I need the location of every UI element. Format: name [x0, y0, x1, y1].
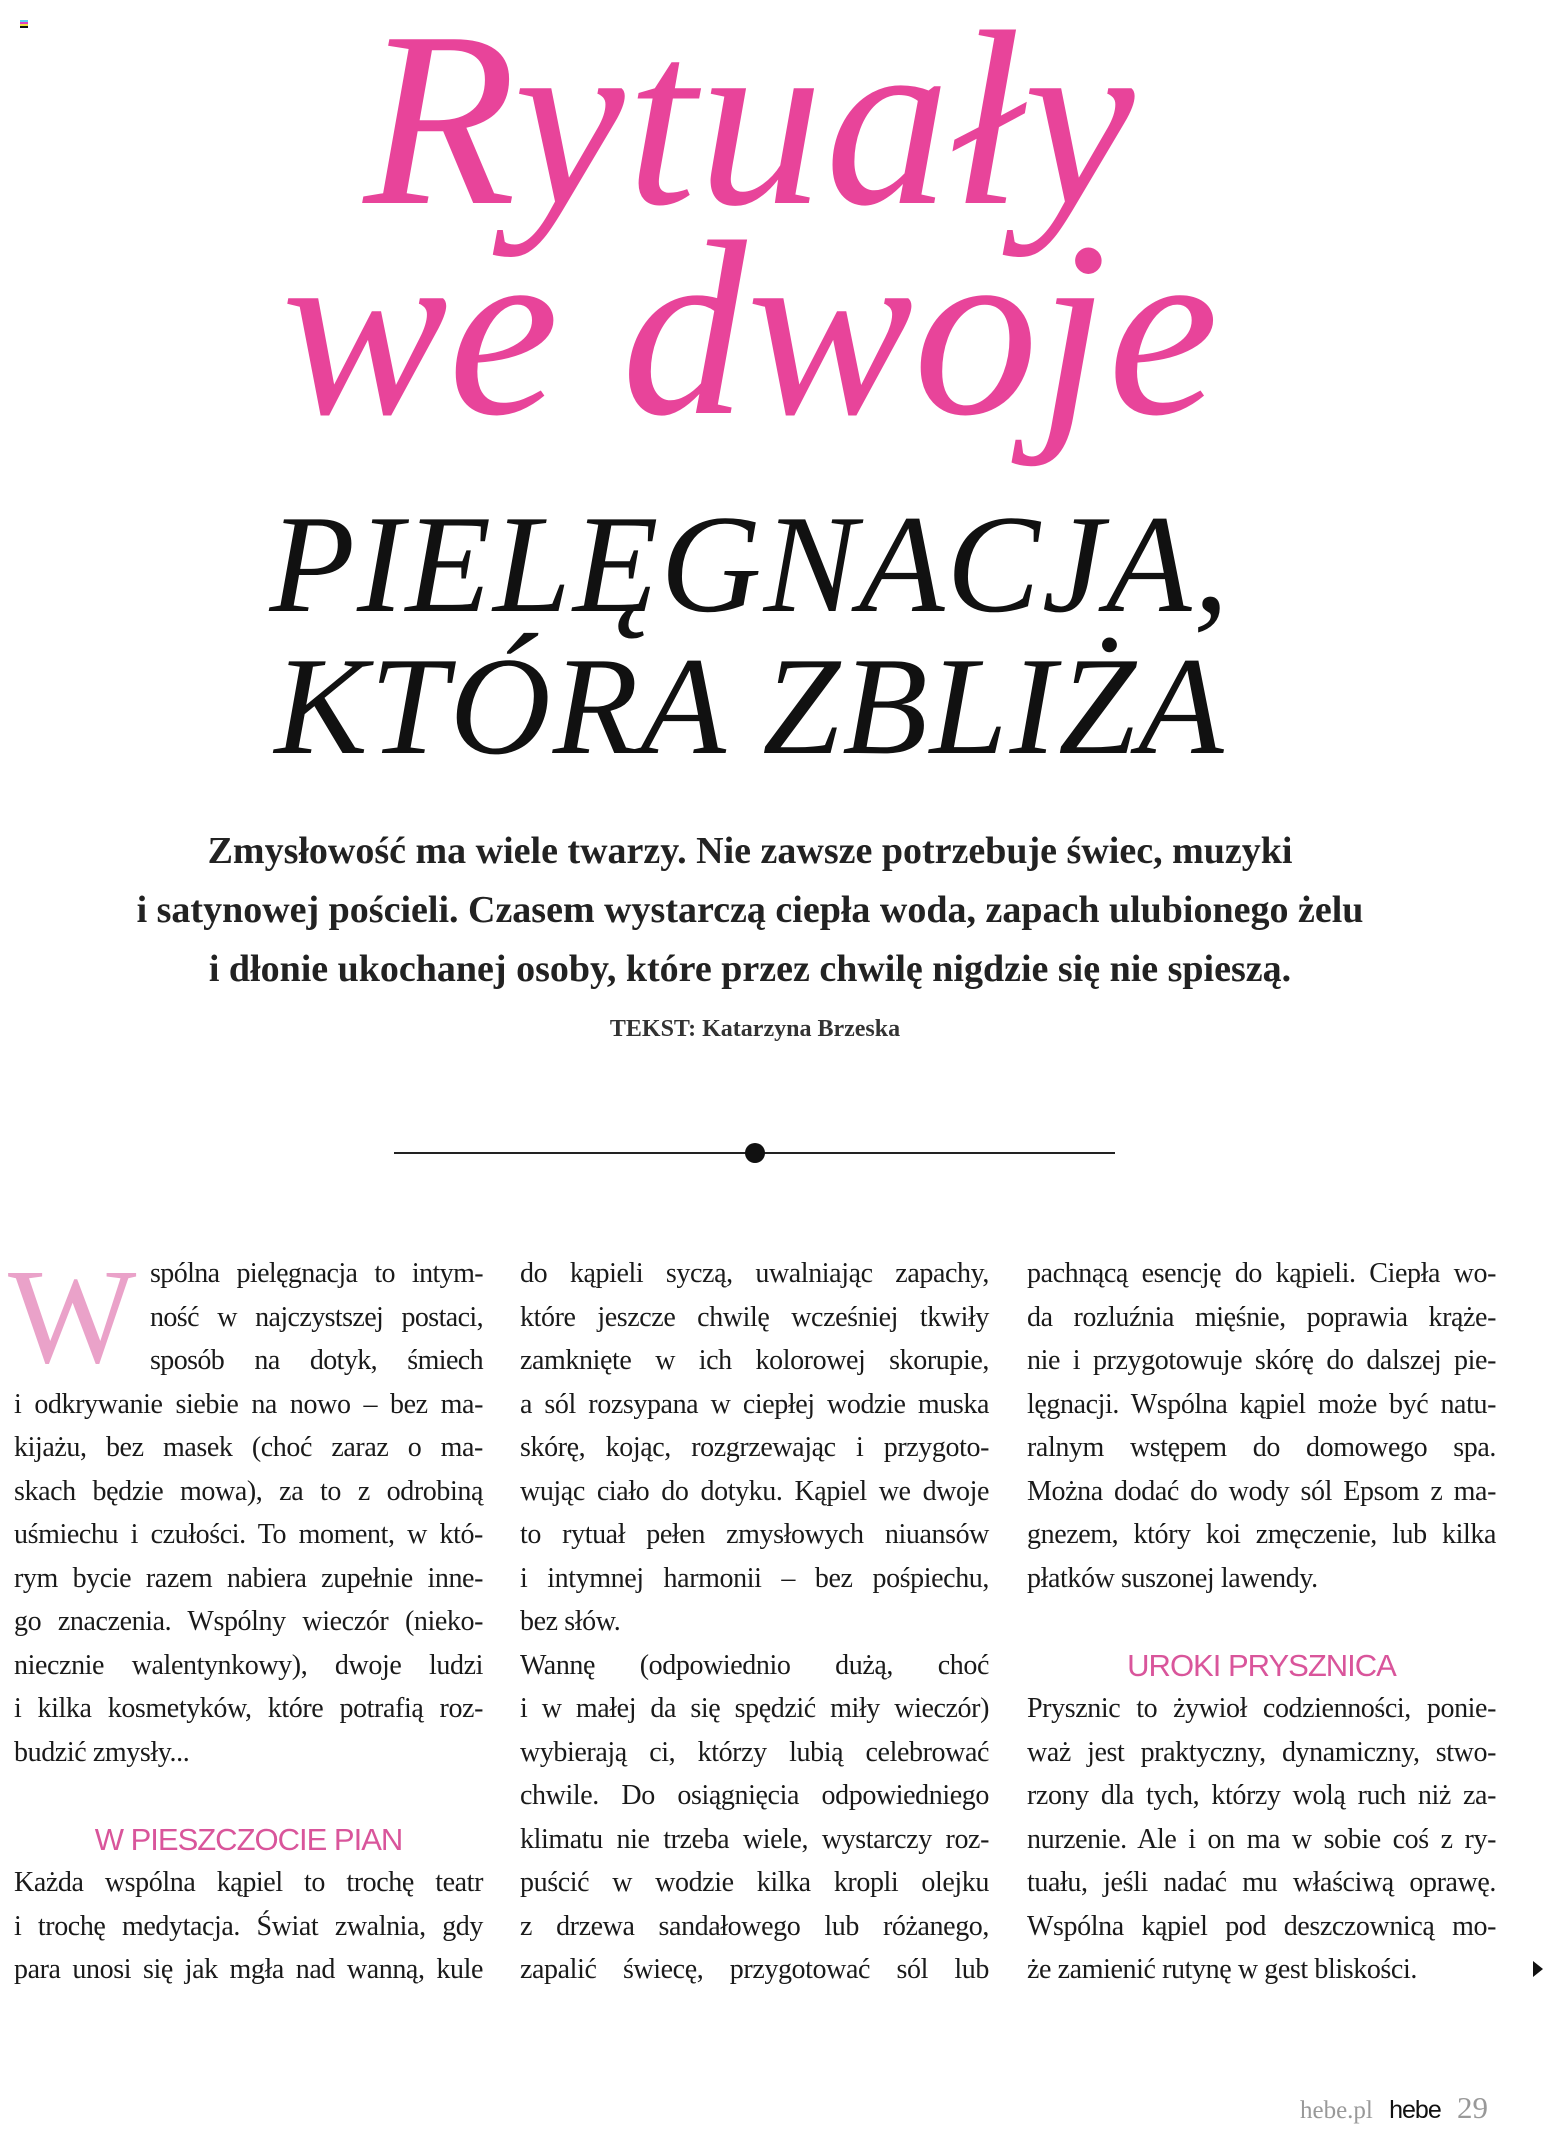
body-text-line: do kąpieli syczą, uwalniając zapachy,: [520, 1258, 989, 1289]
lead-line: i dłonie ukochanej osoby, które przez chwilę nigdzie się nie spieszą.: [208, 948, 1292, 990]
body-text-line: ralnym wstępem do domowego spa.: [1027, 1432, 1496, 1463]
body-text-line: nurzenie. Ale i on ma w sobie coś z ry-: [1027, 1823, 1496, 1855]
body-text-line: nie i przygotowuje skórę do dalszej pie-: [1027, 1345, 1496, 1376]
body-text-line: klimatu nie trzeba wiele, wystarczy roz-: [520, 1823, 989, 1855]
drop-cap: W: [8, 1242, 137, 1392]
body-text-line: skach będzie mowa), za to z odrobiną: [14, 1475, 483, 1507]
body-text-line: skórę, kojąc, rozgrzewając i przygoto-: [520, 1432, 989, 1463]
body-text-line: sposób na dotyk, śmiech: [150, 1345, 483, 1376]
column-2: [520, 1252, 989, 1992]
lead-line: i satynowej pościeli. Czasem wystarczą ciepła woda, zapach ulubionego żelu: [136, 889, 1364, 931]
divider-dot: [745, 1143, 765, 1163]
body-text-line: lęgnacji. Wspólna kąpiel może być natu-: [1027, 1388, 1496, 1420]
body-text-line: i trochę medytacja. Świat zwalnia, gdy: [14, 1910, 483, 1942]
body-text-line: Prysznic to żywioł codzienności, ponie-: [1027, 1693, 1496, 1724]
body-text-line: da rozluźnia mięśnie, poprawia krąże-: [1027, 1301, 1496, 1333]
subheading-w-pieszczocie-pian: W PIESZCZOCIE PIAN: [94, 1821, 403, 1857]
lead-line: Zmysłowość ma wiele twarzy. Nie zawsze potrzebuje świec, muzyki: [207, 830, 1293, 872]
body-text-line: puścić w wodzie kilka kropli olejku: [520, 1867, 989, 1898]
body-text-line: bez słów.: [520, 1606, 621, 1637]
subheading-uroki-prysznica: UROKI PRYSZNICA: [1127, 1647, 1396, 1683]
footer-url: hebe.pl: [1299, 2097, 1373, 2124]
body-text-line: i kilka kosmetyków, które potrafią roz-: [14, 1693, 483, 1724]
body-text-line: Można dodać do wody sól Epsom z ma-: [1027, 1475, 1496, 1507]
byline: TEKST: Katarzyna Brzeska: [609, 1016, 901, 1042]
body-text-line: to rytuał pełen zmysłowych niuansów: [520, 1519, 989, 1550]
headline-line-1: PIELĘGNACJA,: [269, 487, 1231, 642]
body-text-line: go znaczenia. Wspólny wieczór (nieko-: [14, 1606, 483, 1637]
spacer: [14, 1774, 483, 1818]
body-text-line: pachnącą esencję do kąpieli. Ciepła wo-: [1027, 1258, 1496, 1289]
body-text-line: które jeszcze chwilę wcześniej tkwiły: [520, 1301, 989, 1333]
body-text-line: a sól rozsypana w ciepłej wodzie muska: [520, 1388, 989, 1420]
title-line-1: Rytuały: [363, 0, 1137, 258]
spacer: [1027, 1600, 1496, 1644]
body-text-line: i odkrywanie siebie na nowo – bez ma-: [14, 1388, 483, 1420]
page-number: 29: [1457, 2090, 1488, 2125]
lead-paragraph: [0, 822, 1500, 999]
footer-brand-logo: hebe: [1389, 2096, 1441, 2124]
body-text-line: uśmiechu i czułości. To moment, w któ-: [14, 1519, 483, 1550]
headline-line-2: KTÓRA ZBLIŻA: [274, 629, 1226, 784]
body-text-line: budzić zmysły...: [14, 1736, 190, 1768]
body-text-line: gnezem, który koi zmęczenie, lub kilka: [1027, 1519, 1496, 1550]
body-text-line: kijażu, bez masek (choć zaraz o ma-: [14, 1432, 483, 1463]
body-text-line: ność w najczystszej postaci,: [150, 1301, 483, 1333]
body-text-line: tuału, jeśli nadać mu właściwą oprawę.: [1027, 1867, 1496, 1898]
body-text-line: wując ciało do dotyku. Kąpiel we dwoje: [520, 1475, 989, 1507]
body-text-line: rzony dla tych, którzy wolą ruch niż za-: [1027, 1780, 1496, 1811]
body-text-line: zapalić świecę, przygotować sól lub: [520, 1954, 989, 1985]
continue-arrow-icon: [1533, 1961, 1543, 1977]
body-text-line: i w małej da się spędzić miły wieczór): [520, 1693, 989, 1724]
body-text-line: waż jest praktyczny, dynamiczny, stwo-: [1027, 1736, 1496, 1768]
body-text-line: Wannę (odpowiednio dużą, choć: [520, 1649, 989, 1681]
page-footer: [1300, 2090, 1488, 2126]
column-1: [14, 1252, 483, 1992]
body-text-line: płatków suszonej lawendy.: [1027, 1562, 1318, 1594]
body-text-line: Wspólna kąpiel pod deszczownicą mo-: [1027, 1910, 1496, 1942]
body-text-line: że zamienić rutynę w gest bliskości.: [1027, 1954, 1417, 1985]
body-text-line: zamknięte w ich kolorowej skorupie,: [520, 1345, 989, 1376]
body-text-line: z drzewa sandałowego lub różanego,: [520, 1910, 989, 1942]
body-text-line: spólna pielęgnacja to intym-: [150, 1258, 483, 1289]
title-line-2: we dwoje: [281, 191, 1219, 468]
body-text-line: chwile. Do osiągnięcia odpowiedniego: [520, 1780, 989, 1811]
body-text-line: para unosi się jak mgła nad wanną, kule: [14, 1954, 483, 1985]
body-text-line: Każda wspólna kąpiel to trochę teatr: [14, 1867, 483, 1898]
body-text-line: i intymnej harmonii – bez pośpiechu,: [520, 1562, 989, 1594]
column-3: [1027, 1252, 1496, 1992]
body-text-line: rym bycie razem nabiera zupełnie inne-: [14, 1562, 483, 1594]
body-text-line: niecznie walentynkowy), dwoje ludzi: [14, 1649, 483, 1681]
body-text-line: wybierają ci, którzy lubią celebrować: [520, 1736, 989, 1768]
